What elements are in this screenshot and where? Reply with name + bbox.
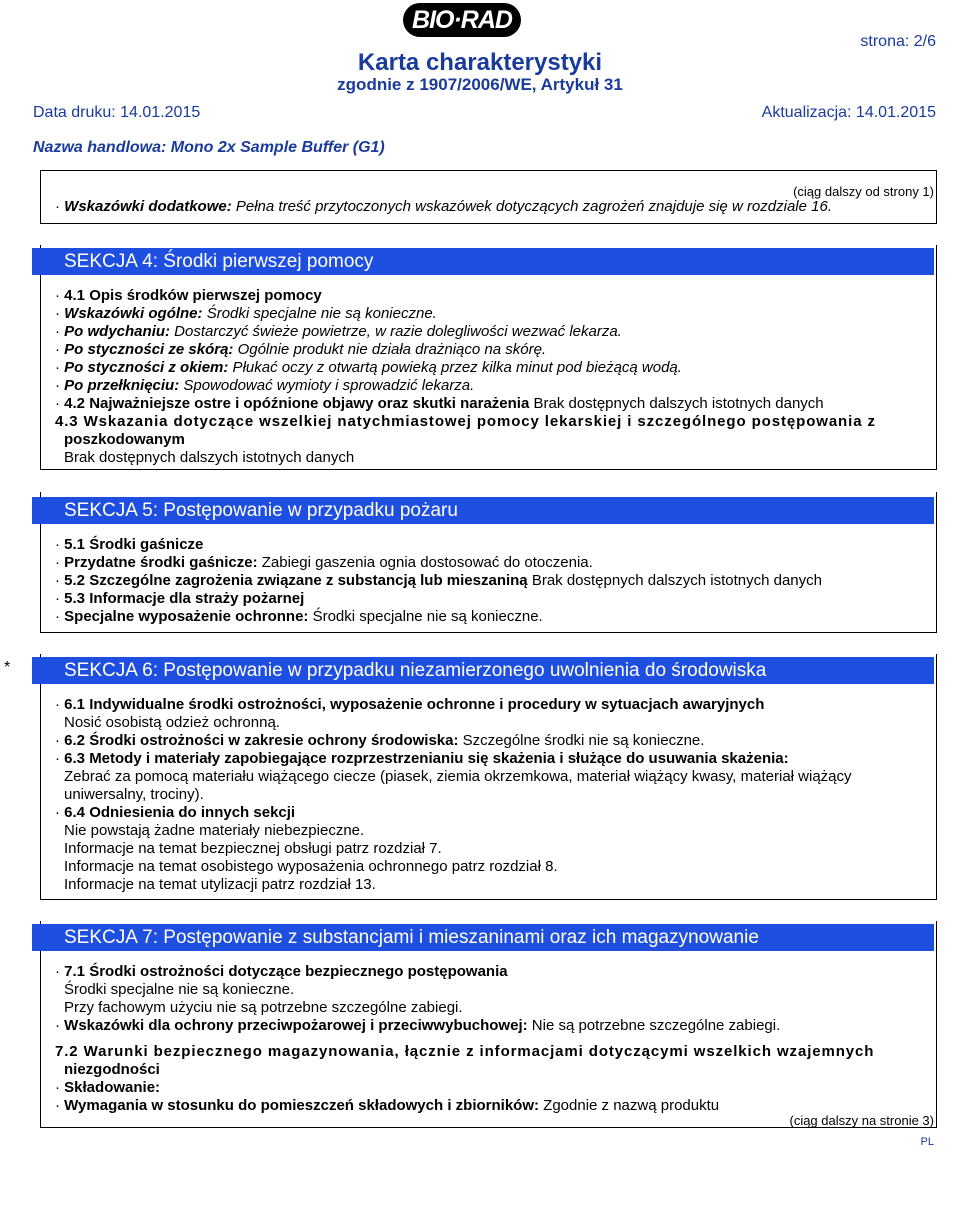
s6-line: · 6.4 Odniesienia do innych sekcji [55, 804, 296, 821]
s4-line: · Po przełknięciu: Spowodować wymioty i sprowadzić lekarza. [55, 377, 475, 394]
print-date: Data druku: 14.01.2015 [33, 104, 201, 121]
s7-line: · Wymagania w stosunku do pomieszczeń składowych i zbiorników: Zgodnie z nazwą produktu [55, 1097, 720, 1114]
s6-line: Nosić osobistą odzież ochronną. [64, 714, 280, 731]
s6-line: · 6.1 Indywidualne środki ostrożności, wyposażenie ochronne i procedury w sytuacjach awaryjnych [55, 696, 765, 713]
s6-line: Informacje na temat osobistego wyposażenia ochronnego patrz rozdział 8. [64, 858, 558, 875]
s7-line: · Składowanie: [55, 1079, 161, 1096]
section-5-heading: SEKCJA 5: Postępowanie w przypadku pożaru [32, 497, 934, 524]
s6-line: Zebrać za pomocą materiału wiążącego ciecze (piasek, ziemia okrzemkowa, materiał wiążący kwasy, materiał wiążący [64, 768, 852, 785]
language-code: PL [920, 1136, 934, 1148]
revision-marker: * [4, 659, 11, 676]
continued-to: (ciąg dalszy na stronie 3) [789, 1113, 934, 1128]
section-7-heading: SEKCJA 7: Postępowanie z substancjami i mieszaninami oraz ich magazynowanie [32, 924, 934, 951]
s6-line: uniwersalny, trociny). [64, 786, 204, 803]
s4-line: · Po styczności z okiem: Płukać oczy z otwartą powieką przez kilka minut pod bieżącą wodą. [55, 359, 682, 376]
s4-line: Brak dostępnych dalszych istotnych danych [64, 449, 355, 466]
s4-line: · Po wdychaniu: Dostarczyć świeże powietrze, w razie dolegliwości wezwać lekarza. [55, 323, 622, 340]
s4-line: 4.3 Wskazania dotyczące wszelkiej natychmiastowej pomocy lekarskiej i szczególnego postępowania z [55, 413, 876, 430]
s6-line: · 6.3 Metody i materiały zapobiegające rozprzestrzenianiu się skażenia i służące do usuwania skażenia: [55, 750, 789, 767]
s7-line: · Wskazówki dla ochrony przeciwpożarowej i przeciwwybuchowej: Nie są potrzebne szczególne zabiegi. [55, 1017, 781, 1034]
s6-line: Informacje na temat utylizacji patrz rozdział 13. [64, 876, 376, 893]
update-date: Aktualizacja: 14.01.2015 [761, 104, 936, 121]
s5-line: · 5.2 Szczególne zagrożenia związane z substancją lub mieszaniną Brak dostępnych dalszych istotnych danych [55, 572, 822, 589]
continued-from: (ciąg dalszy od strony 1) [793, 184, 934, 199]
s6-line: Nie powstają żadne materiały niebezpieczne. [64, 822, 365, 839]
s7-line: niezgodności [64, 1061, 160, 1078]
document-subtitle: zgodnie z 1907/2006/WE, Artykuł 31 [337, 75, 623, 94]
page-number: strona: 2/6 [860, 33, 936, 50]
s7-line: Środki specjalne nie są konieczne. [64, 981, 295, 998]
s6-line: · 6.2 Środki ostrożności w zakresie ochrony środowiska: Szczególne środki nie są konieczne. [55, 732, 705, 749]
s4-line: · 4.1 Opis środków pierwszej pomocy [55, 287, 322, 304]
section-6-heading: SEKCJA 6: Postępowanie w przypadku niezamierzonego uwolnienia do środowiska [32, 657, 934, 684]
s4-line: · 4.2 Najważniejsze ostre i opóźnione objawy oraz skutki narażenia Brak dostępnych dalszych istotnych danych [55, 395, 824, 412]
product-name: Nazwa handlowa: Mono 2x Sample Buffer (G1) [33, 139, 385, 156]
intro-line: · Wskazówki dodatkowe: Pełna treść przytoczonych wskazówek dotyczących zagrożeń znajduje się w rozdziale 16. [55, 198, 832, 215]
s6-line: Informacje na temat bezpiecznej obsługi patrz rozdział 7. [64, 840, 442, 857]
s4-line: · Po styczności ze skórą: Ogólnie produkt nie działa drażniąco na skórę. [55, 341, 547, 358]
s5-line: · Przydatne środki gaśnicze: Zabiegi gaszenia ognia dostosować do otoczenia. [55, 554, 593, 571]
s7-line: · 7.1 Środki ostrożności dotyczące bezpiecznego postępowania [55, 963, 508, 980]
document-title: Karta charakterystyki [357, 49, 603, 76]
s4-line: poszkodowanym [64, 431, 185, 448]
s5-line: · 5.1 Środki gaśnicze [55, 536, 204, 553]
section-4-heading: SEKCJA 4: Środki pierwszej pomocy [32, 248, 934, 275]
bio-rad-logo: BIO·RAD [403, 3, 521, 37]
s5-line: · Specjalne wyposażenie ochronne: Środki specjalne nie są konieczne. [55, 608, 543, 625]
s7-line: Przy fachowym użyciu nie są potrzebne szczególne zabiegi. [64, 999, 463, 1016]
s7-line: 7.2 Warunki bezpiecznego magazynowania, łącznie z informacjami dotyczącymi wszelkich wzajemnych [55, 1043, 875, 1060]
s4-line: · Wskazówki ogólne: Środki specjalne nie są konieczne. [55, 305, 437, 322]
s5-line: · 5.3 Informacje dla straży pożarnej [55, 590, 305, 607]
